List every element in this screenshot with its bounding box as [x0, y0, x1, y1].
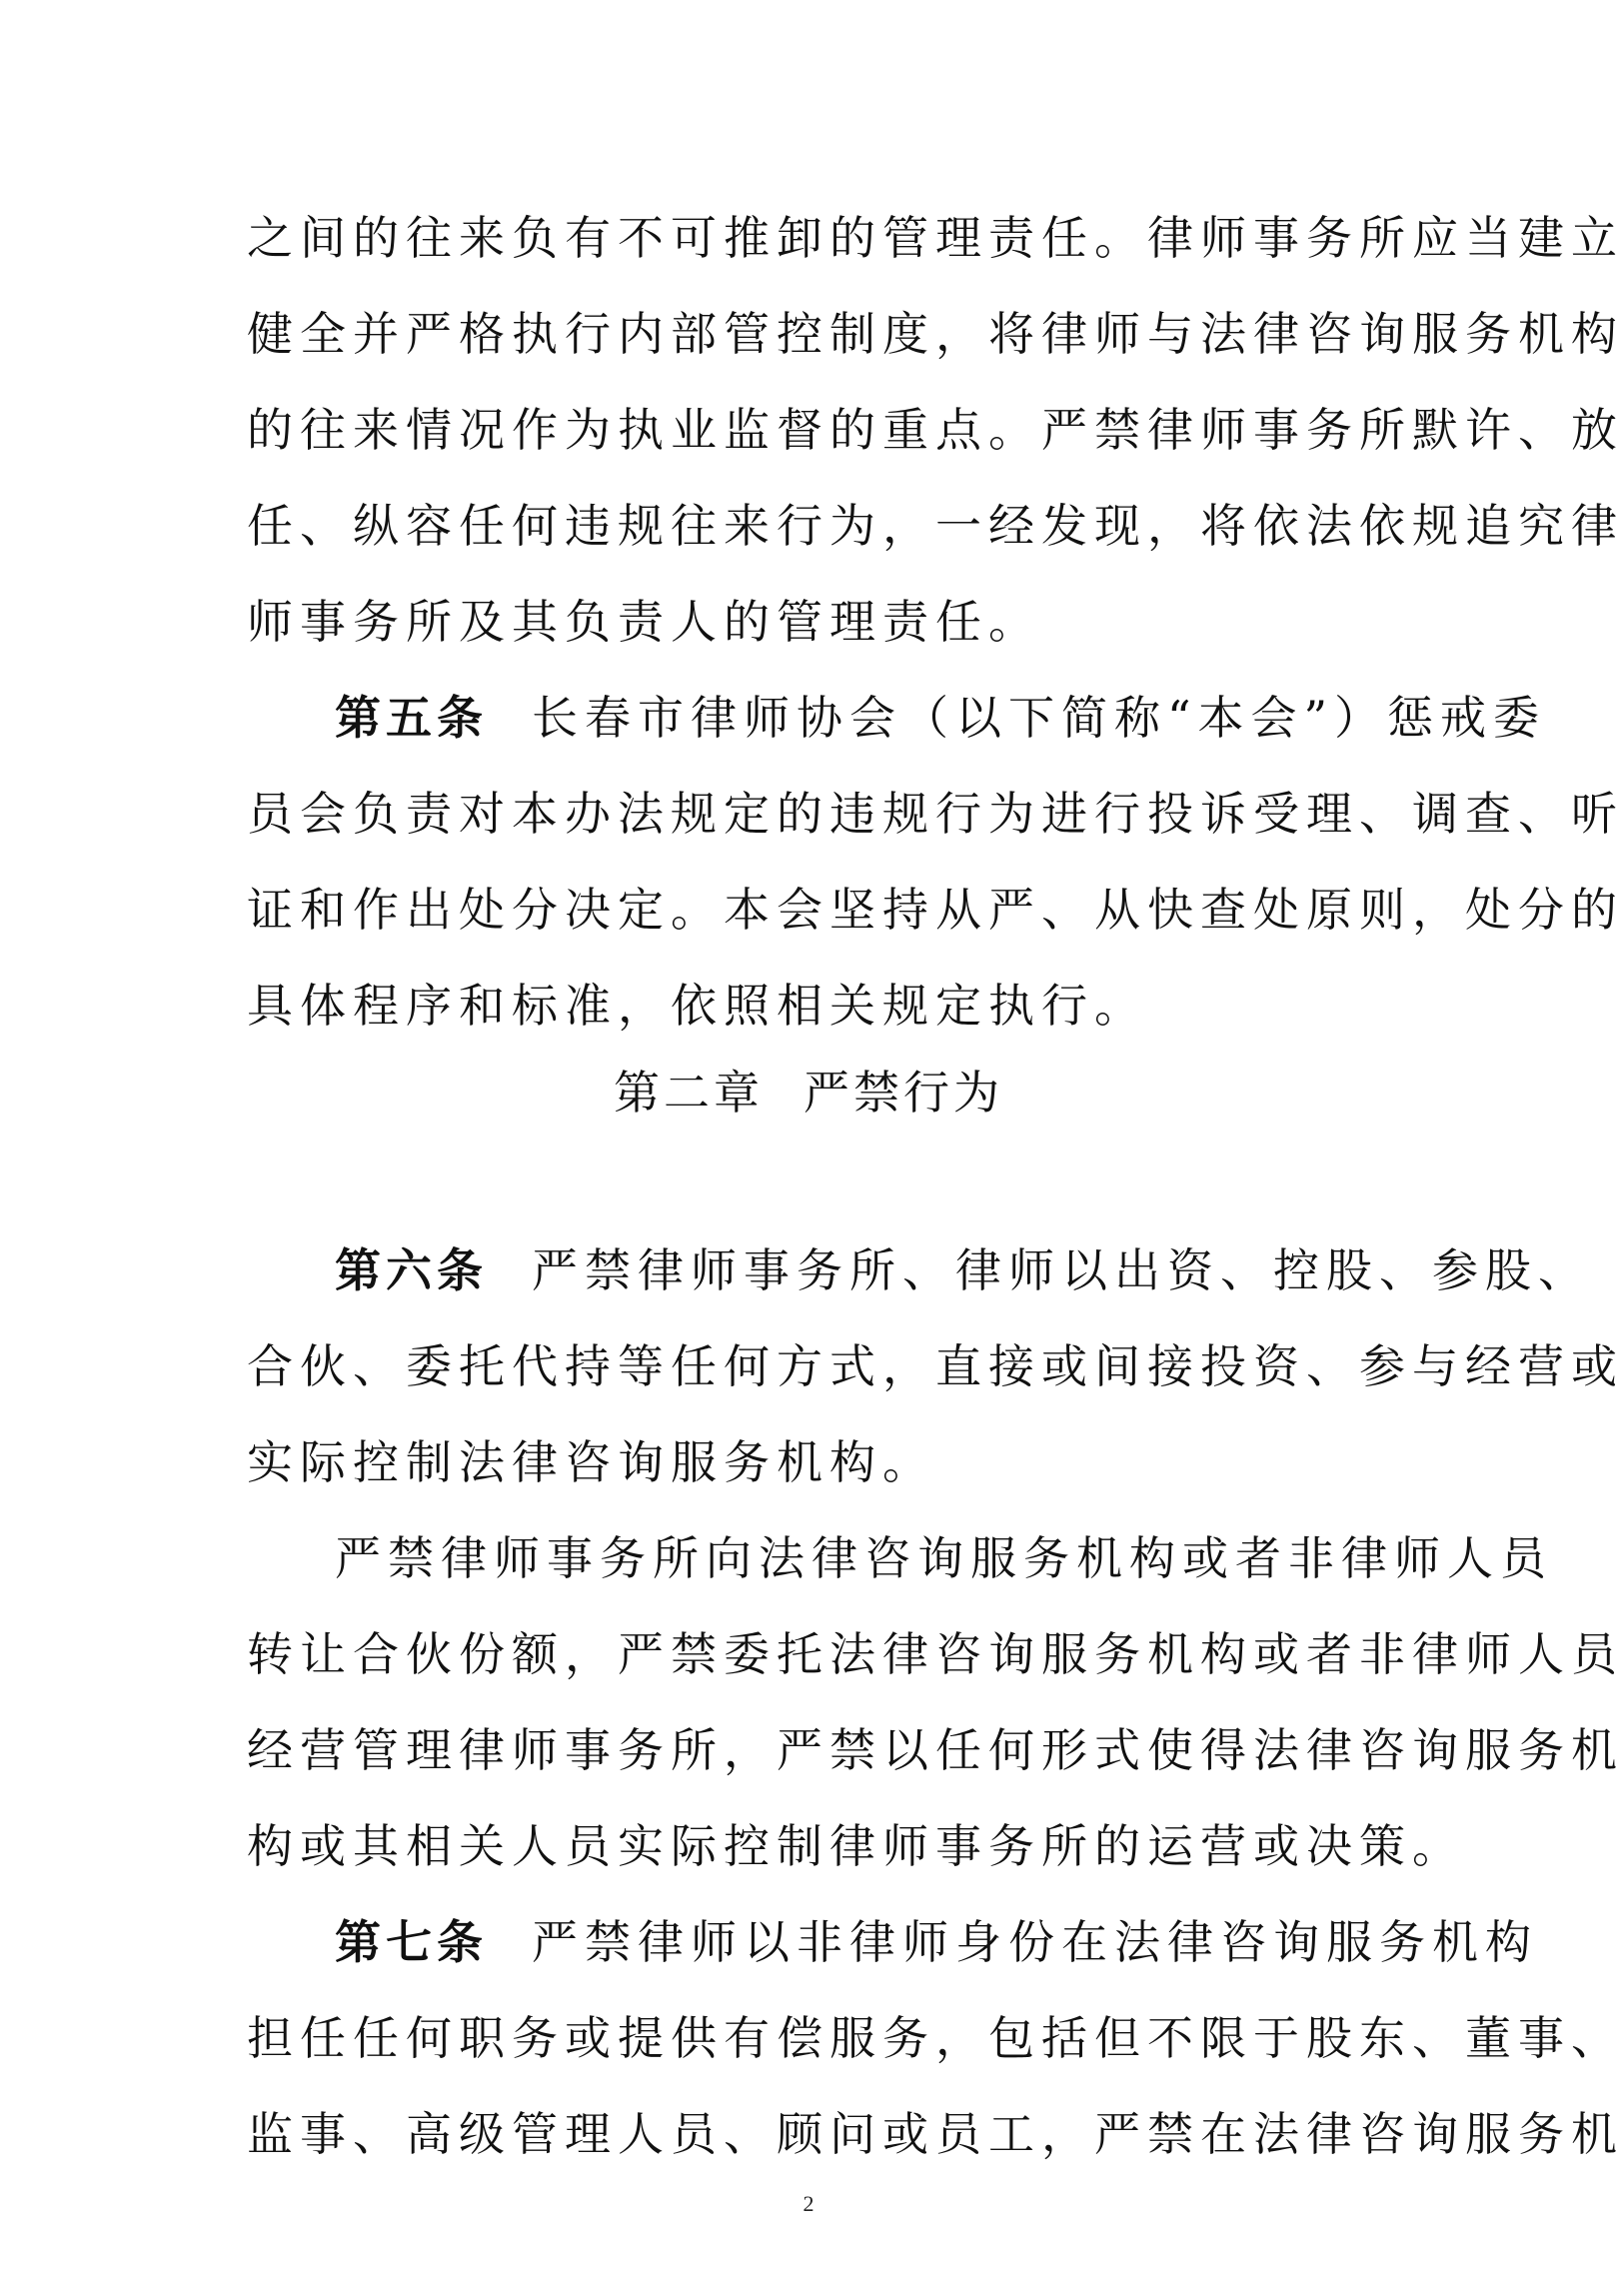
body-text-line: 健全并严格执行内部管控制度，将律师与法律咨询服务机构: [247, 307, 1624, 361]
body-text-line: 师事务所及其负责人的管理责任。: [247, 595, 1041, 649]
body-text-line: 具体程序和标准，依照相关规定执行。: [247, 979, 1147, 1033]
article-6-first-line: [335, 1222, 1591, 1318]
body-text-line: 合伙、委托代持等任何方式，直接或间接投资、参与经营或: [247, 1339, 1624, 1393]
article-5-text: 长春市律师协会（以下简称“本会”）惩戒委: [532, 691, 1547, 745]
article-7-first-line: [335, 1894, 1538, 1990]
chapter-title: 严禁行为: [804, 1066, 1003, 1120]
body-text-line: 担任任何职务或提供有偿服务，包括但不限于股东、董事、: [247, 2011, 1624, 2065]
chapter-number: 第二章: [614, 1066, 764, 1120]
body-text-line: 监事、高级管理人员、顾问或员工，严禁在法律咨询服务机: [247, 2107, 1624, 2161]
page-number: 2: [803, 2191, 814, 2216]
article-7-label: 第七条: [335, 1915, 488, 1969]
body-text-line: 构或其相关人员实际控制律师事务所的运营或决策。: [247, 1819, 1465, 1873]
chapter-heading: [0, 1045, 1617, 1141]
body-text-line: 转让合伙份额，严禁委托法律咨询服务机构或者非律师人员: [247, 1627, 1624, 1681]
body-text-line: 经营管理律师事务所，严禁以任何形式使得法律咨询服务机: [247, 1723, 1624, 1777]
body-text-line: 员会负责对本办法规定的违规行为进行投诉受理、调查、听: [247, 787, 1624, 841]
article-6-text: 严禁律师事务所、律师以出资、控股、参股、: [532, 1243, 1591, 1297]
body-text-line: 证和作出处分决定。本会坚持从严、从快查处原则，处分的: [247, 883, 1624, 937]
body-text-line: 严禁律师事务所向法律咨询服务机构或者非律师人员: [335, 1531, 1553, 1585]
body-text-line: 实际控制法律咨询服务机构。: [247, 1435, 935, 1489]
body-text-line: 的往来情况作为执业监督的重点。严禁律师事务所默许、放: [247, 403, 1624, 457]
article-7-text: 严禁律师以非律师身份在法律咨询服务机构: [532, 1915, 1538, 1969]
body-text-line: 之间的往来负有不可推卸的管理责任。律师事务所应当建立: [247, 211, 1624, 265]
article-6-label: 第六条: [335, 1243, 488, 1297]
body-text-line: 任、纵容任何违规往来行为，一经发现，将依法依规追究律: [247, 499, 1624, 553]
article-5-label: 第五条: [335, 691, 488, 745]
article-5-first-line: [335, 670, 1547, 766]
